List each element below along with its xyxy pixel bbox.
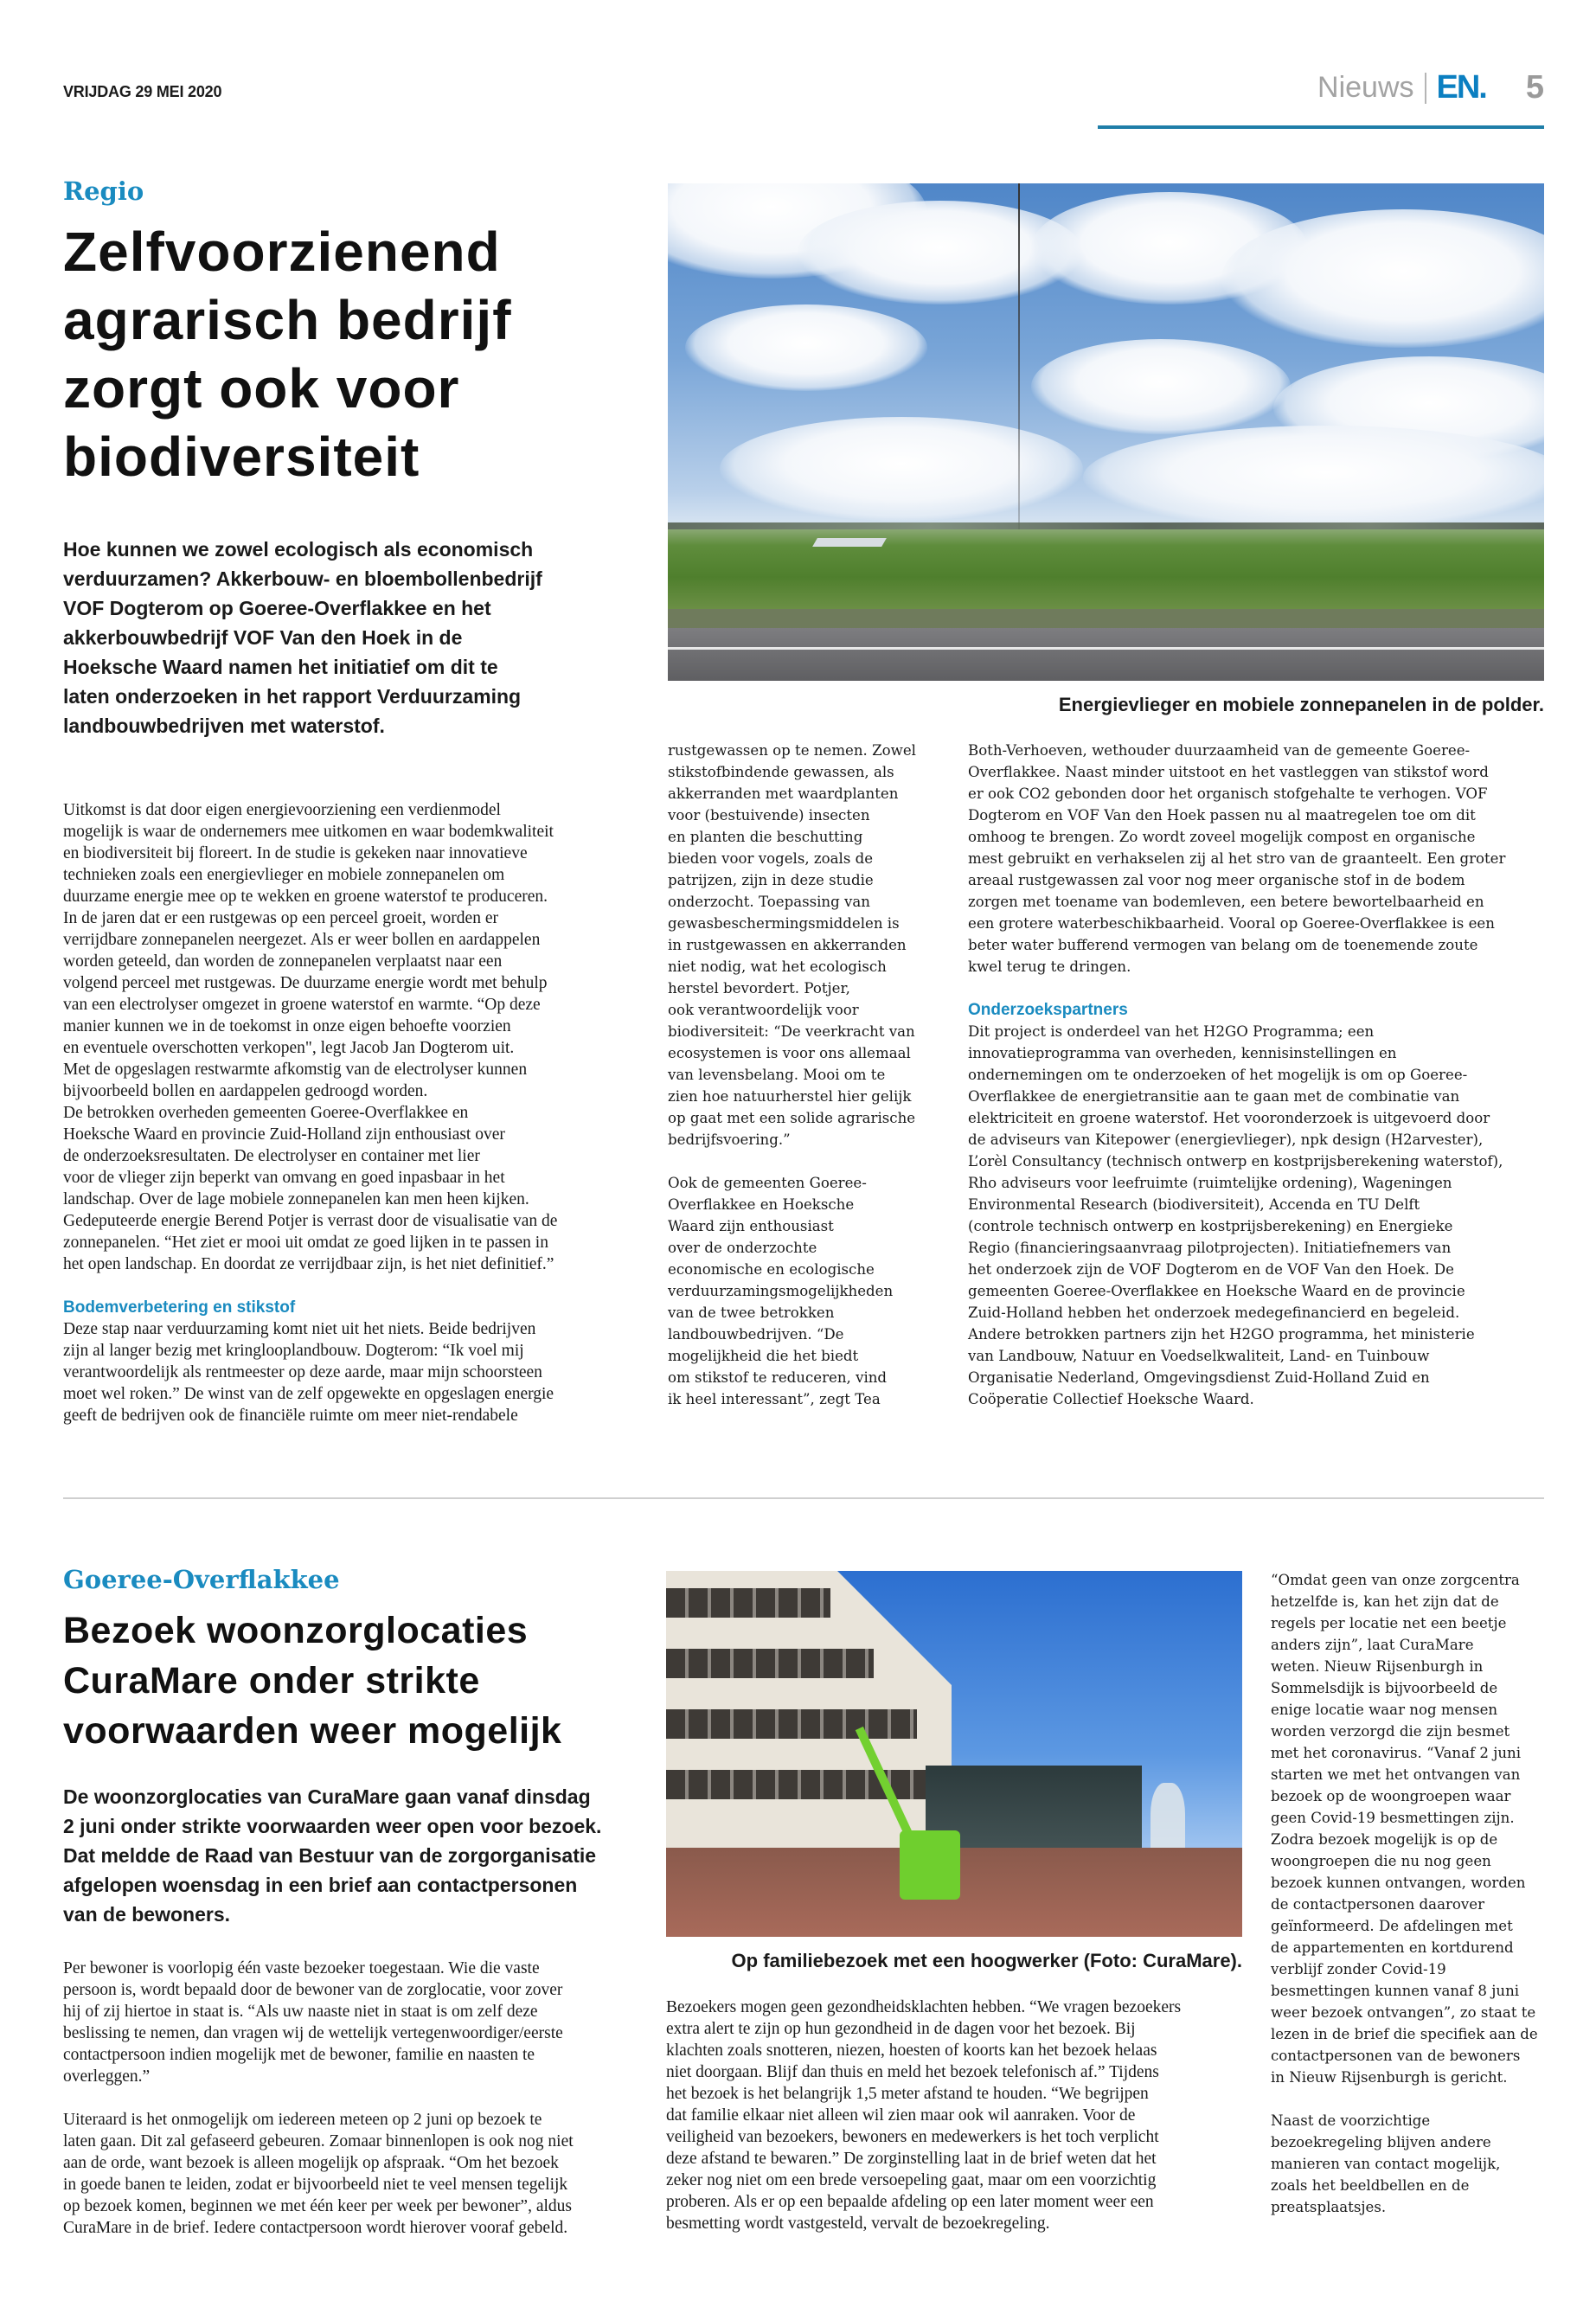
text-line: Overflakkee de energietransitie aan te gaan met de combinatie van	[968, 1088, 1460, 1105]
text-line: met het coronavirus. “Vanaf 2 juni	[1271, 1745, 1522, 1761]
text-line: Rho adviseurs voor leefruimte (ruimtelijke ordening), Wageningen	[968, 1175, 1452, 1191]
text-line: landbouwbedrijven. “De	[668, 1326, 844, 1343]
text-line: stikstofbindende gewassen, als	[668, 764, 894, 780]
text-line: Uitkomst is dat door eigen energievoorziening een verdienmodel	[63, 801, 501, 819]
text-line: Organisatie Nederland, Omgevingsdienst Zuid-Holland Zuid en	[968, 1369, 1430, 1386]
text-line: van de twee betrokken	[668, 1304, 835, 1321]
text-line: onderzocht. Toepassing van	[668, 894, 870, 910]
page-number: 5	[1525, 69, 1544, 106]
text-line: Bezoekers mogen geen gezondheidsklachten hebben. “We vragen bezoekers	[666, 1998, 1182, 2016]
text-line: op bezoek komen, beginnen we met één keer per week per bewoner”, aldus	[63, 2197, 572, 2215]
text-line: ecosystemen is voor ons allemaal	[668, 1045, 911, 1061]
text-line: Overflakkee. Naast minder uitstoot en het vastleggen van stikstof word	[968, 764, 1489, 780]
article-divider	[63, 1497, 1544, 1499]
text-line: (controle technisch ontwerp en kostprijsberekening) en Energieke	[968, 1218, 1453, 1234]
text-line: bezoek kunnen ontvangen, worden	[1271, 1875, 1526, 1891]
text-line: Zodra bezoek mogelijk is op de	[1271, 1831, 1498, 1848]
text-line: zijn al langer bezig met kringlooplandbouw. Dogterom: “Ik voel mij	[63, 1342, 524, 1360]
text-line: en eventuele overschotten verkopen", legt Jacob Jan Dogterom uit.	[63, 1039, 515, 1057]
text-line: zoals het beeldbellen en de	[1271, 2177, 1470, 2194]
subheading: Bodemverbetering en stikstof	[63, 1298, 296, 1317]
article2-kicker: Goeree-Overflakkee	[63, 1565, 340, 1594]
issue-date: VRIJDAG 29 MEI 2020	[63, 83, 222, 100]
article2-photo-care-home	[666, 1571, 1242, 1937]
text-line: voorwaarden weer mogelijk	[63, 1710, 562, 1752]
text-line: preatsplaatsjes.	[1271, 2199, 1387, 2215]
paragraph	[1271, 2110, 1544, 2218]
text-line: akkerbouwbedrijf VOF Van den Hoek in de	[63, 626, 463, 649]
text-line: enige locatie waar nog mensen	[1271, 1702, 1498, 1718]
text-line: rustgewassen op te nemen. Zowel	[668, 742, 916, 759]
text-line: Naast de voorzichtige	[1271, 2112, 1431, 2129]
article1-photo-caption: Energievlieger en mobiele zonnepanelen in de polder.	[1058, 694, 1544, 715]
paragraph	[63, 799, 636, 1275]
text-line: zeker nog niet om een brede versoepeling gaat, maar om een voorzichtig	[666, 2171, 1157, 2189]
text-line: van de bewoners.	[63, 1903, 231, 1926]
text-line: bedrijfsvoering.”	[668, 1131, 791, 1148]
text-line: manier kunnen we in de toekomst in onze eigen behoefte voorzien	[63, 1017, 511, 1035]
text-line: bezoekregeling blijven andere	[1271, 2134, 1491, 2150]
paragraph	[668, 1172, 931, 1410]
text-line: herstel bevordert. Potjer,	[668, 980, 850, 997]
text-line: niet doorgaan. Blijf dan thuis en meld het bezoek telefonisch af.” Tijdens	[666, 2063, 1159, 2081]
text-line: anders zijn”, laat CuraMare	[1271, 1637, 1474, 1653]
text-line: biodiversiteit: “De veerkracht van	[668, 1023, 915, 1040]
text-line: besmetting wordt vastgesteld, vervalt de bezoekregeling.	[666, 2214, 1050, 2233]
text-line: manieren van contact mogelijk,	[1271, 2156, 1501, 2172]
text-line: biodiversiteit	[63, 426, 420, 488]
text-line: mogelijk is waar de ondernemers mee uitkomen en waar bodemkwaliteit	[63, 823, 554, 841]
text-line: voor de vlieger zijn beperkt van omvang en goed inpasbaar in het	[63, 1169, 505, 1187]
text-line: extra alert te zijn op hun gezondheid in de dagen voor het bezoek. Bij	[666, 2020, 1136, 2038]
text-line: deze afstand te bewaren.” De zorginstelling laat in de brief weten dat het	[666, 2150, 1157, 2168]
paragraph	[666, 1997, 1242, 2234]
text-line: weten. Nieuw Rijsenburgh in	[1271, 1658, 1484, 1675]
text-line: Both-Verhoeven, wethouder duurzaamheid van de gemeente Goeree-	[968, 742, 1471, 759]
text-line: verantwoordelijk als rentmeester op deze aarde, maar mijn schoorsteen	[63, 1363, 542, 1381]
text-line: Ook de gemeenten Goeree-	[668, 1175, 867, 1191]
text-line: in Nieuw Rijsenburgh is gericht.	[1271, 2069, 1508, 2086]
text-line: van levensbelang. Mooi om te	[668, 1067, 886, 1083]
text-line: zonnepanelen. “Het ziet er mooi uit omdat ze goed lijken in te passen in	[63, 1234, 548, 1252]
text-line: Dogterom en VOF Van den Hoek passen nu al maatregelen toe om dit	[968, 807, 1476, 824]
text-line: voor (bestuivende) insecten	[668, 807, 870, 824]
text-line: CuraMare in de brief. Iedere contactpersoon wordt hierover vooraf gebeld.	[63, 2219, 568, 2237]
text-line: starten we met het ontvangen van	[1271, 1766, 1521, 1783]
text-line: verduurzamingsmogelijkheden	[668, 1283, 894, 1299]
text-line: zorgt ook voor	[63, 357, 460, 420]
text-line: technieken zoals een energievlieger en mobiele zonnepanelen om	[63, 866, 505, 884]
text-line: het bezoek is het belangrijk 1,5 meter afstand te houden. “We begrijpen	[666, 2085, 1149, 2103]
text-line: elektriciteit en groene waterstof. Het vooronderzoek is uitgevoerd door	[968, 1110, 1490, 1126]
article2-headline	[63, 1606, 561, 1756]
text-line: hetzelfde is, kan het zijn dat de	[1271, 1593, 1499, 1610]
text-line: over de onderzochte	[668, 1240, 817, 1256]
text-line: en planten die beschutting	[668, 829, 863, 845]
text-line: de appartementen en kortdurend	[1271, 1939, 1514, 1956]
text-line: Waard zijn enthousiast	[668, 1218, 834, 1234]
text-line: geen Covid-19 besmettingen zijn.	[1271, 1810, 1515, 1826]
text-line: Zelfvoorzienend	[63, 221, 501, 283]
text-line: L’orèl Consultancy (technisch ontwerp en kostprijsberekening waterstof),	[968, 1153, 1503, 1170]
text-line: In de jaren dat er een rustgewas op een perceel groeit, worden er	[63, 909, 498, 927]
text-line: niet nodig, wat het ecologisch	[668, 958, 887, 975]
text-line: proberen. Als er op een bepaalde afdeling op een later moment weer een	[666, 2193, 1154, 2211]
text-line: de contactpersonen daarover	[1271, 1896, 1485, 1913]
text-line: laten gaan. Dit zal gefaseerd gebeuren. Zomaar binnenlopen is ook nog niet	[63, 2132, 574, 2150]
text-line: worden geteeld, dan worden de zonnepanelen verplaatst naar een	[63, 952, 503, 971]
text-line: Environmental Research (biodiversiteit), Accenda en TU Delft	[968, 1196, 1420, 1213]
article1-kicker: Regio	[63, 176, 144, 206]
aerial-work-platform	[900, 1830, 960, 1900]
text-line: hij of zij hiertoe in staat is. “Als uw naaste niet in staat is om zelf deze	[63, 2003, 538, 2021]
paragraph	[63, 2109, 636, 2239]
text-line: contactpersoon indien mogelijk met de bewoner, familie en naasten te	[63, 2046, 535, 2064]
text-line: besmettingen kunnen vanaf 8 juni	[1271, 1983, 1520, 1999]
text-line: Per bewoner is voorlopig één vaste bezoeker toegestaan. Wie die vaste	[63, 1959, 540, 1977]
text-line: beslissing te nemen, dan vragen wij de wettelijk vertegenwoordiger/eerste	[63, 2024, 563, 2042]
article1-column-1	[63, 799, 636, 1426]
text-line: kwel terug te dringen.	[968, 958, 1131, 975]
text-line: weer bezoek ontvangen”, zo staat te	[1271, 2004, 1536, 2021]
article2-lede	[63, 1782, 601, 1929]
text-line: Overflakkee en Hoeksche	[668, 1196, 855, 1213]
subheading: Onderzoekspartners	[968, 1001, 1128, 1019]
kite-tether	[1018, 183, 1020, 529]
text-line: om stikstof te reduceren, vind	[668, 1369, 888, 1386]
text-line: veiligheid van bezoekers, bewoners en medewerkers is het toch verplicht	[666, 2128, 1159, 2146]
text-line: ik heel interessant”, zegt Tea	[668, 1391, 881, 1407]
text-line: De betrokken overheden gemeenten Goeree-Overflakkee en	[63, 1104, 469, 1122]
paragraph	[63, 1318, 636, 1426]
article1-column-3	[968, 740, 1544, 1410]
section-label: Nieuws	[1317, 71, 1414, 104]
text-line: Regio (financieringsaanvraag pilotprojecten). Initiatiefnemers van	[968, 1240, 1452, 1256]
text-line: persoon is, wordt bepaald door de bewoner van de zorglocatie, voor zover	[63, 1981, 563, 1999]
text-line: areaal rustgewassen zal voor nog meer organische stof in de bodem	[968, 872, 1465, 888]
text-line: Andere betrokken partners zijn het H2GO programma, het ministerie	[968, 1326, 1475, 1343]
header-rule	[1098, 125, 1544, 129]
paragraph	[968, 740, 1544, 977]
masthead-separator	[1425, 73, 1426, 104]
text-line: mogelijkheid die het biedt	[668, 1348, 859, 1364]
text-line: Gedeputeerde energie Berend Potjer is verrast door de visualisatie van de	[63, 1212, 558, 1230]
text-line: omhoog te brengen. Zo wordt zoveel mogelijk compost en organische	[968, 829, 1476, 845]
text-line: agrarisch bedrijf	[63, 289, 512, 351]
text-line: Coöperatie Collectief Hoeksche Waard.	[968, 1391, 1254, 1407]
text-line: zien hoe natuurherstel hier gelijk	[668, 1088, 912, 1105]
text-line: gemeenten Goeree-Overflakkee en Hoeksche Waard en de provincie	[968, 1283, 1465, 1299]
text-line: in rustgewassen en akkerranden	[668, 937, 907, 953]
text-line: duurzame energie mee op te wekken en groene waterstof te produceren.	[63, 888, 548, 906]
text-line: het open landschap. En doordat ze verrijdbaar zijn, is het niet definitief.”	[63, 1255, 554, 1273]
text-line: geïnformeerd. De afdelingen met	[1271, 1918, 1513, 1934]
text-line: aan de orde, want bezoek is alleen mogelijk op afspraak. “Om het bezoek	[63, 2154, 559, 2172]
text-line: verduurzamen? Akkerbouw- en bloembollenbedrijf	[63, 567, 542, 590]
text-line: mest gebruikt en verhakselen zij al het stro van de graanteelt. Een groter	[968, 850, 1506, 867]
text-line: afgelopen woensdag in een brief aan contactpersonen	[63, 1874, 578, 1896]
article2-photo-caption: Op familiebezoek met een hoogwerker (Foto: CuraMare).	[731, 1950, 1242, 1971]
text-line: woongroepen die nu nog geen	[1271, 1853, 1491, 1869]
mobile-solar-panels	[812, 538, 887, 547]
paragraph	[668, 740, 931, 1150]
text-line: contactpersonen van de bewoners	[1271, 2048, 1521, 2064]
text-line: dat familie elkaar niet alleen wil zien maar ook wil aanraken. Voor de	[666, 2106, 1136, 2125]
text-line: laten onderzoeken in het rapport Verduurzaming	[63, 685, 522, 708]
text-line: patrijzen, zijn in deze studie	[668, 872, 874, 888]
text-line: lezen in de brief die specifiek aan de	[1271, 2026, 1538, 2042]
text-line: Met de opgeslagen restwarmte afkomstig van de electrolyser kunnen	[63, 1061, 528, 1079]
article2-column-2	[666, 1997, 1242, 2234]
text-line: Dit project is onderdeel van het H2GO Programma; een	[968, 1023, 1375, 1040]
text-line: Hoeksche Waard namen het initiatief om dit te	[63, 656, 498, 678]
text-line: overleggen.”	[63, 2067, 151, 2086]
text-line: zorgen met toename van bodemleven, een betere bewortelbaarheid en	[968, 894, 1484, 910]
paragraph	[63, 1958, 636, 2087]
text-line: de adviseurs van Kitepower (energievlieger), npk design (H2arvester),	[968, 1131, 1484, 1148]
text-line: Sommelsdijk is bijvoorbeeld de	[1271, 1680, 1498, 1696]
masthead	[1317, 69, 1544, 106]
text-line: economische en ecologische	[668, 1261, 875, 1278]
text-line: van Landbouw, Natuur en Voedselkwaliteit, Land- en Tuinbouw	[968, 1348, 1430, 1364]
text-line: verrijdbare zonnepanelen neergezet. Als er weer bollen en aardappelen	[63, 931, 541, 949]
text-line: moet wel roken.” De winst van de zelf opgewekte en opgeslagen energie	[63, 1385, 554, 1403]
article1-headline	[63, 218, 512, 491]
text-line: beter water bufferend vermogen van belang om de toenemende zoute	[968, 937, 1478, 953]
text-line: landschap. Over de lage mobiele zonnepanelen kan men heen kijken.	[63, 1190, 529, 1208]
text-line: gewasbeschermingsmiddelen is	[668, 915, 900, 932]
text-line: worden verzorgd die zijn besmet	[1271, 1723, 1510, 1740]
text-line: Deze stap naar verduurzaming komt niet uit het niets. Beide bedrijven	[63, 1320, 536, 1338]
article1-column-2	[668, 740, 931, 1410]
text-line: geeft de bedrijven ook de financiële ruimte om meer niet-rendabele	[63, 1407, 518, 1425]
text-line: regels per locatie net een beetje	[1271, 1615, 1507, 1631]
text-line: bieden voor vogels, zoals de	[668, 850, 874, 867]
text-line: verblijf zonder Covid-19	[1271, 1961, 1446, 1977]
text-line: ook verantwoordelijk voor	[668, 1002, 859, 1018]
article2-column-1	[63, 1958, 636, 2239]
paragraph	[968, 1021, 1544, 1410]
text-line: De woonzorglocaties van CuraMare gaan vanaf dinsdag	[63, 1785, 591, 1808]
text-line: CuraMare onder strikte	[63, 1660, 480, 1702]
text-line: landbouwbedrijven met waterstof.	[63, 715, 385, 737]
text-line: Zuid-Holland hebben het onderzoek medegefinancierd en begeleid.	[968, 1304, 1460, 1321]
article1-lede	[63, 535, 542, 740]
text-line: innovatieprogramma van overheden, kennisinstellingen en	[968, 1045, 1397, 1061]
text-line: een grotere waterbeschikbaarheid. Vooral op Goeree-Overflakkee is een	[968, 915, 1495, 932]
article1-photo-polder	[668, 183, 1544, 681]
text-line: “Omdat geen van onze zorgcentra	[1271, 1572, 1520, 1588]
text-line: Bezoek woonzorglocaties	[63, 1610, 529, 1651]
article2-column-3	[1271, 1569, 1544, 2218]
text-line: het onderzoek zijn de VOF Dogterom en de VOF Van den Hoek. De	[968, 1261, 1454, 1278]
text-line: Uiteraard is het onmogelijk om iedereen meteen op 2 juni op bezoek te	[63, 2111, 542, 2129]
text-line: Hoe kunnen we zowel ecologisch als economisch	[63, 538, 534, 561]
text-line: Hoeksche Waard en provincie Zuid-Holland zijn enthousiast over	[63, 1125, 505, 1144]
text-line: en biodiversiteit bij floreert. In de studie is gekeken naar innovatieve	[63, 844, 528, 862]
text-line: in goede banen te leiden, zodat er bijvoorbeeld niet te veel mensen tegelijk	[63, 2176, 568, 2194]
text-line: klachten zoals snotteren, niezen, hoesten of koorts kan het bezoek helaas	[666, 2041, 1157, 2060]
paragraph	[1271, 1569, 1544, 2088]
text-line: van een electrolyser omgezet in groene waterstof en warmte. “Op deze	[63, 996, 541, 1014]
text-line: bijvoorbeeld bollen en aardappelen gedroogd worden.	[63, 1082, 428, 1100]
text-line: op gaat met een solide agrarische	[668, 1110, 916, 1126]
newspaper-logo: EN.	[1436, 69, 1486, 106]
text-line: de onderzoeksresultaten. De electrolyser en container met lier	[63, 1147, 480, 1165]
text-line: 2 juni onder strikte voorwaarden weer open voor bezoek.	[63, 1815, 602, 1837]
text-line: er ook CO2 gebonden door het organisch stofgehalte te verhogen. VOF	[968, 785, 1488, 802]
text-line: volgend perceel met rustgewas. De duurzame energie wordt met behulp	[63, 974, 548, 992]
text-line: Dat meldde de Raad van Bestuur van de zorgorganisatie	[63, 1844, 597, 1867]
text-line: bezoek op de woongroepen waar	[1271, 1788, 1511, 1804]
text-line: VOF Dogterom op Goeree-Overflakkee en het	[63, 597, 491, 619]
text-line: ondernemingen om te onderzoeken of het mogelijk is om op Goeree-	[968, 1067, 1468, 1083]
text-line: akkerranden met waardplanten	[668, 785, 899, 802]
